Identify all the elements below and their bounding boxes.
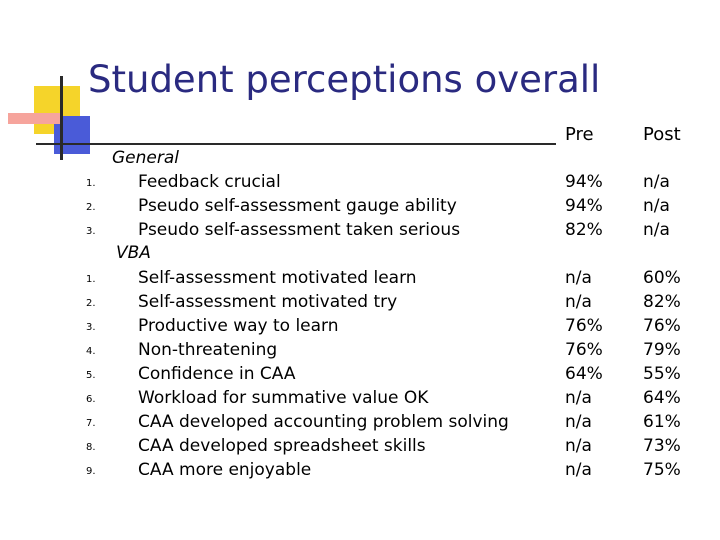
pre-value: 94% — [565, 196, 603, 216]
item-label: Workload for summative value OK — [138, 388, 429, 408]
decor-vertical-line — [60, 76, 63, 160]
post-value: 61% — [643, 412, 681, 432]
pre-value: n/a — [565, 436, 592, 456]
item-label: Self-assessment motivated try — [138, 292, 398, 312]
column-header-pre: Pre — [565, 124, 594, 145]
item-number: 2. — [86, 202, 96, 213]
item-number: 6. — [86, 394, 96, 405]
item-label: CAA more enjoyable — [138, 460, 312, 480]
post-value: 79% — [643, 340, 681, 360]
post-value: 55% — [643, 364, 681, 384]
item-number: 3. — [86, 226, 96, 237]
general-row — [0, 220, 720, 244]
pre-value: 76% — [565, 316, 603, 336]
vba-row — [0, 292, 720, 316]
post-value: 64% — [643, 388, 681, 408]
item-label: Non-threatening — [138, 340, 278, 360]
pre-value: 64% — [565, 364, 603, 384]
pre-value: 94% — [565, 172, 603, 192]
item-label: Pseudo self-assessment taken serious — [138, 220, 461, 240]
vba-row — [0, 268, 720, 292]
item-number: 1. — [86, 178, 96, 189]
vba-row — [0, 316, 720, 340]
decor-red-bar — [8, 113, 62, 124]
vba-row — [0, 388, 720, 412]
slide-title: Student perceptions overall — [88, 58, 601, 101]
item-number: 4. — [86, 346, 96, 357]
section-label-vba: VBA — [116, 243, 151, 263]
post-value: n/a — [643, 172, 670, 192]
item-number: 2. — [86, 298, 96, 309]
pre-value: n/a — [565, 292, 592, 312]
item-label: CAA developed accounting problem solving — [138, 412, 509, 432]
vba-row — [0, 460, 720, 484]
item-number: 5. — [86, 370, 96, 381]
pre-value: 82% — [565, 220, 603, 240]
item-label: Self-assessment motivated learn — [138, 268, 417, 288]
post-value: 60% — [643, 268, 681, 288]
pre-value: n/a — [565, 268, 592, 288]
item-number: 7. — [86, 418, 96, 429]
item-label: Productive way to learn — [138, 316, 339, 336]
general-row — [0, 172, 720, 196]
post-value: 82% — [643, 292, 681, 312]
item-label: Pseudo self-assessment gauge ability — [138, 196, 457, 216]
pre-value: 76% — [565, 340, 603, 360]
post-value: n/a — [643, 196, 670, 216]
general-row — [0, 196, 720, 220]
item-number: 9. — [86, 466, 96, 477]
item-label: Confidence in CAA — [138, 364, 296, 384]
pre-value: n/a — [565, 412, 592, 432]
vba-row — [0, 340, 720, 364]
decor-horizontal-line — [36, 143, 556, 145]
section-label-general: General — [112, 148, 179, 168]
vba-row — [0, 364, 720, 388]
item-label: Feedback crucial — [138, 172, 281, 192]
post-value: 73% — [643, 436, 681, 456]
post-value: n/a — [643, 220, 670, 240]
vba-row — [0, 412, 720, 436]
column-header-post: Post — [643, 124, 681, 145]
pre-value: n/a — [565, 388, 592, 408]
item-number: 3. — [86, 322, 96, 333]
item-label: CAA developed spreadsheet skills — [138, 436, 426, 456]
post-value: 75% — [643, 460, 681, 480]
item-number: 8. — [86, 442, 96, 453]
post-value: 76% — [643, 316, 681, 336]
vba-row — [0, 436, 720, 460]
pre-value: n/a — [565, 460, 592, 480]
item-number: 1. — [86, 274, 96, 285]
